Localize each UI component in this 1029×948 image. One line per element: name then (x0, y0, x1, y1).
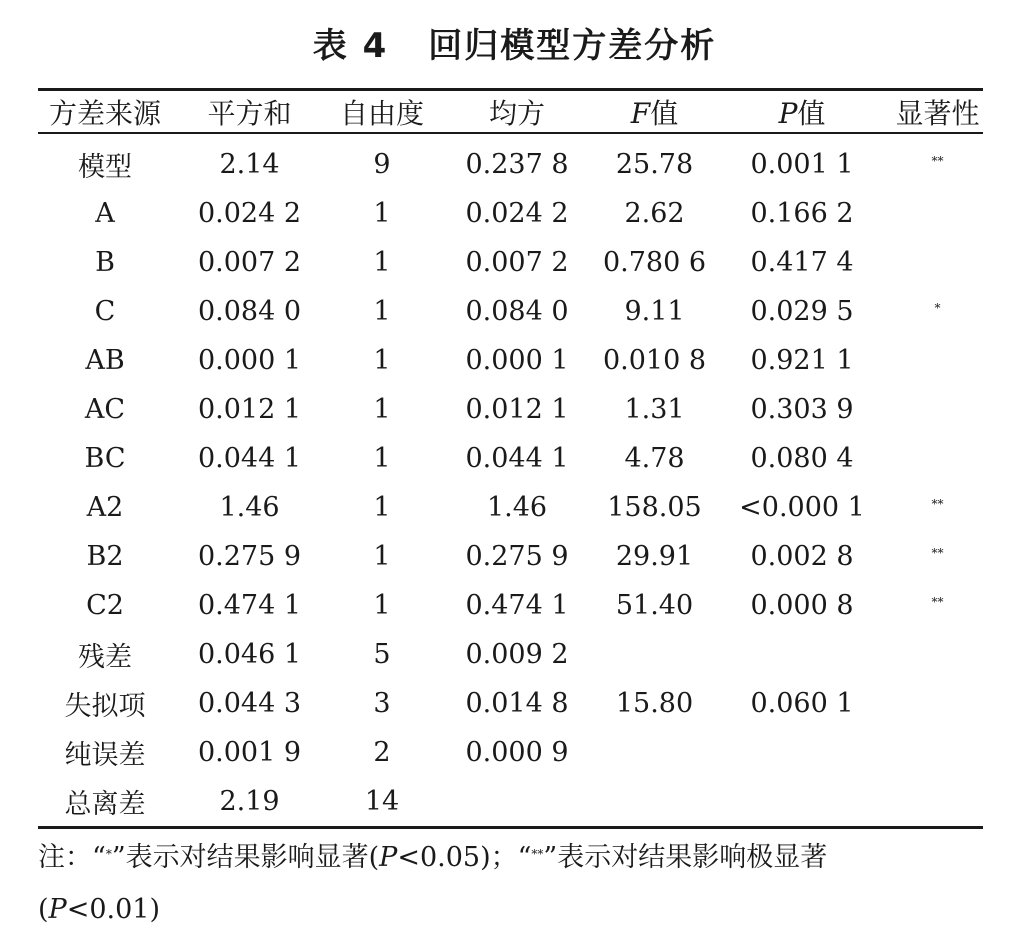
table-number: 表 4 (312, 26, 389, 66)
header-source: 方差来源 (48, 96, 161, 130)
cell-f-value: 158.05 (607, 491, 702, 523)
cell-f-value: 9.11 (624, 295, 685, 327)
cell-significance: ** (931, 153, 944, 168)
header-p-value: P值 (778, 96, 826, 130)
table-row (38, 189, 983, 238)
table-caption: 回归模型方差分析 (428, 26, 717, 66)
header-sum-of-squares: 平方和 (207, 96, 292, 130)
cell-source: 总离差 (64, 788, 146, 820)
cell-sum-of-squares: 0.012 1 (197, 393, 302, 425)
header-df: 自由度 (339, 96, 424, 130)
cell-source: BC (84, 442, 126, 474)
header-significance: 显著性 (895, 96, 980, 130)
cell-df: 1 (373, 589, 391, 621)
cell-mean-square: 0.275 9 (465, 540, 569, 572)
cell-source: B (95, 246, 115, 278)
table-row (38, 581, 983, 630)
cell-df: 1 (373, 540, 391, 572)
cell-f-value: 0.010 8 (602, 344, 707, 376)
cell-df: 14 (364, 785, 400, 817)
cell-sum-of-squares: 0.001 9 (197, 736, 302, 768)
header-f-value: F值 (630, 96, 679, 130)
table-row (38, 140, 983, 189)
table-row (38, 679, 983, 728)
cell-source: AC (84, 393, 126, 425)
note-line-2: (P<0.01) (38, 894, 160, 925)
cell-df: 5 (373, 638, 391, 670)
cell-sum-of-squares: 0.044 1 (197, 442, 302, 474)
cell-df: 3 (373, 687, 391, 719)
cell-source: C (94, 295, 116, 327)
table-title (0, 18, 1029, 67)
cell-sum-of-squares: 0.044 3 (197, 687, 302, 719)
table-bottom-rule (38, 826, 983, 829)
cell-p-value: 0.002 8 (750, 540, 854, 572)
anova-table (38, 88, 983, 829)
cell-sum-of-squares: 0.007 2 (197, 246, 302, 278)
cell-sum-of-squares: 1.46 (219, 491, 280, 523)
cell-source: A (95, 197, 115, 229)
table-note (38, 834, 988, 934)
table-row (38, 287, 983, 336)
cell-source: 模型 (78, 151, 132, 183)
cell-mean-square: 0.000 9 (465, 736, 569, 768)
cell-df: 1 (373, 197, 391, 229)
cell-f-value: 29.91 (615, 540, 694, 572)
cell-sum-of-squares: 0.000 1 (197, 344, 302, 376)
cell-f-value: 15.80 (615, 687, 694, 719)
table-header-row (38, 91, 983, 132)
table-row (38, 728, 983, 777)
cell-mean-square: 0.084 0 (465, 295, 569, 327)
cell-source: B2 (86, 540, 124, 572)
cell-mean-square: 0.044 1 (465, 442, 569, 474)
cell-df: 1 (373, 295, 391, 327)
cell-sum-of-squares: 0.024 2 (197, 197, 302, 229)
cell-p-value: 0.166 2 (750, 197, 854, 229)
cell-p-value: 0.417 4 (750, 246, 854, 278)
cell-significance: * (934, 300, 941, 315)
cell-p-value: 0.921 1 (750, 344, 854, 376)
cell-significance: ** (931, 496, 944, 511)
note-line-1: 注：“*”表示对结果影响显著(P<0.05)；“**”表示对结果影响极显著 (38, 842, 828, 873)
cell-mean-square: 0.012 1 (465, 393, 569, 425)
cell-df: 1 (373, 344, 391, 376)
cell-f-value: 51.40 (615, 589, 694, 621)
table-row (38, 630, 983, 679)
header-mean-square: 均方 (488, 96, 545, 130)
table-row (38, 532, 983, 581)
cell-significance: ** (931, 594, 944, 609)
table-header-rule (38, 132, 983, 134)
cell-source: 残差 (78, 641, 132, 673)
cell-mean-square: 0.024 2 (465, 197, 569, 229)
cell-mean-square: 0.000 1 (465, 344, 569, 376)
cell-source: C2 (86, 589, 124, 621)
cell-f-value: 1.31 (624, 393, 685, 425)
cell-f-value: 25.78 (615, 148, 694, 180)
cell-source: A2 (86, 491, 124, 523)
cell-p-value: 0.080 4 (750, 442, 854, 474)
table-row (38, 336, 983, 385)
cell-source: AB (85, 344, 125, 376)
cell-significance: ** (931, 545, 944, 560)
cell-mean-square: 0.009 2 (465, 638, 569, 670)
cell-df: 1 (373, 246, 391, 278)
table-body (38, 140, 983, 826)
cell-df: 9 (373, 148, 391, 180)
cell-sum-of-squares: 0.275 9 (197, 540, 302, 572)
cell-mean-square: 1.46 (486, 491, 548, 523)
cell-df: 2 (373, 736, 391, 768)
cell-mean-square: 0.014 8 (465, 687, 569, 719)
cell-mean-square: 0.237 8 (465, 148, 569, 180)
cell-mean-square: 0.474 1 (465, 589, 569, 621)
cell-f-value: 2.62 (624, 197, 685, 229)
cell-mean-square: 0.007 2 (465, 246, 569, 278)
table-row (38, 385, 983, 434)
table-row (38, 483, 983, 532)
table-row (38, 238, 983, 287)
cell-p-value: 0.060 1 (750, 687, 854, 719)
cell-sum-of-squares: 0.474 1 (197, 589, 302, 621)
cell-p-value: 0.303 9 (750, 393, 854, 425)
cell-f-value: 4.78 (624, 442, 685, 474)
cell-sum-of-squares: 0.046 1 (197, 638, 302, 670)
table-row (38, 434, 983, 483)
cell-f-value: 0.780 6 (602, 246, 707, 278)
cell-source: 纯误差 (64, 739, 146, 771)
cell-p-value: 0.000 8 (750, 589, 854, 621)
cell-df: 1 (373, 442, 391, 474)
cell-df: 1 (373, 491, 391, 523)
cell-p-value: <0.000 1 (739, 491, 865, 523)
table-row (38, 777, 983, 826)
cell-p-value: 0.029 5 (750, 295, 854, 327)
cell-sum-of-squares: 2.19 (219, 785, 280, 817)
cell-sum-of-squares: 2.14 (219, 148, 280, 180)
cell-source: 失拟项 (64, 690, 146, 722)
cell-p-value: 0.001 1 (750, 148, 854, 180)
cell-df: 1 (373, 393, 391, 425)
cell-sum-of-squares: 0.084 0 (197, 295, 302, 327)
